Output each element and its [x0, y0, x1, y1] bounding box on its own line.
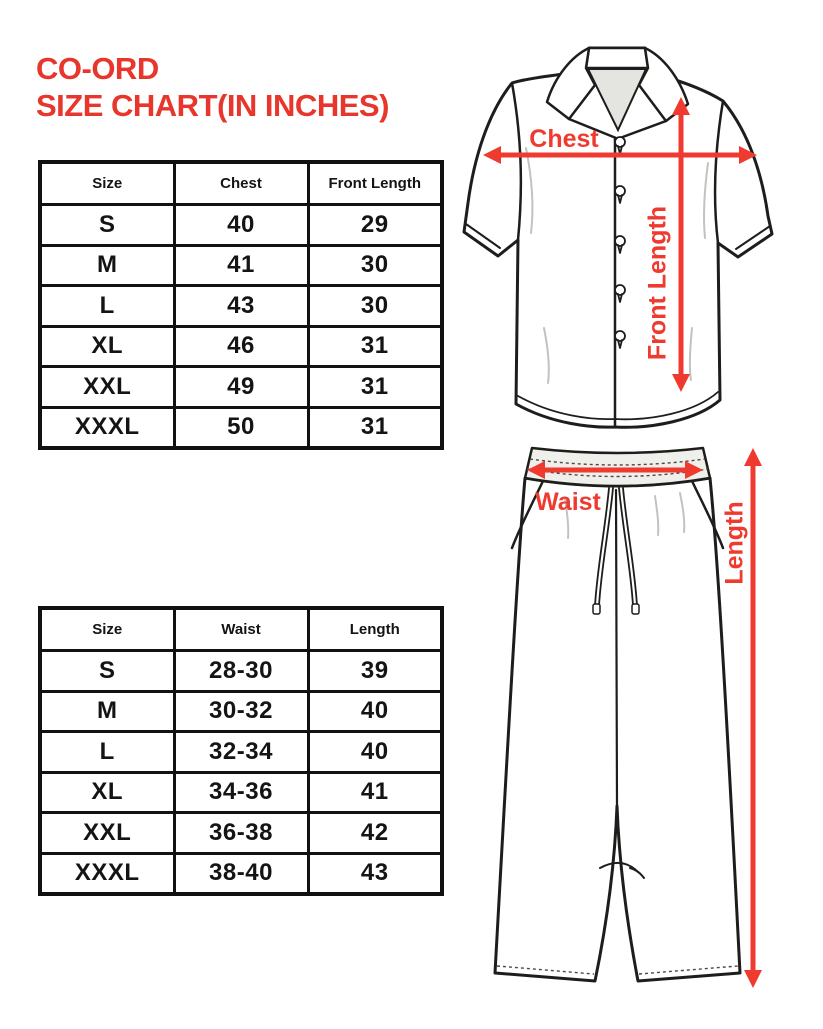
- table-cell: 43: [174, 286, 308, 327]
- table-cell: 32-34: [174, 732, 308, 773]
- table-cell: XXL: [40, 367, 174, 408]
- table-cell: 38-40: [174, 853, 308, 894]
- pants-size-table: [38, 606, 444, 896]
- page-title-line2: SIZE CHART(IN INCHES): [36, 88, 389, 123]
- table-cell: 31: [308, 407, 442, 448]
- table-cell: 49: [174, 367, 308, 408]
- table-row: [40, 813, 442, 854]
- column-header-size: Size: [40, 608, 174, 651]
- table-row: [40, 245, 442, 286]
- table-row: [40, 205, 442, 246]
- length-label: Length: [720, 501, 749, 585]
- shirt-table-head: [40, 162, 442, 205]
- table-cell: M: [40, 691, 174, 732]
- table-cell: 28-30: [174, 651, 308, 692]
- table-cell: M: [40, 245, 174, 286]
- header-row: [40, 608, 442, 651]
- pants-waistband: [525, 448, 710, 486]
- table-row: [40, 651, 442, 692]
- column-header-waist: Waist: [174, 608, 308, 651]
- table-cell: S: [40, 205, 174, 246]
- table-cell: 42: [308, 813, 442, 854]
- table-row: [40, 772, 442, 813]
- table-cell: 31: [308, 367, 442, 408]
- table-cell: 29: [308, 205, 442, 246]
- pants-table-head: [40, 608, 442, 651]
- table-cell: 36-38: [174, 813, 308, 854]
- table-cell: 40: [308, 732, 442, 773]
- table-cell: 34-36: [174, 772, 308, 813]
- table-cell: XXXL: [40, 853, 174, 894]
- table-row: [40, 367, 442, 408]
- shirt-size-table: [38, 160, 444, 450]
- table-cell: 40: [174, 205, 308, 246]
- table-cell: 31: [308, 326, 442, 367]
- table-cell: 30: [308, 245, 442, 286]
- header-row: [40, 162, 442, 205]
- column-header-front-length: Front Length: [308, 162, 442, 205]
- page-title: [36, 50, 389, 124]
- shirt-table-body: [40, 205, 442, 449]
- front-length-label: Front Length: [643, 205, 672, 361]
- table-cell: 40: [308, 691, 442, 732]
- table-cell: 43: [308, 853, 442, 894]
- table-cell: 41: [174, 245, 308, 286]
- waist-label: Waist: [535, 488, 601, 516]
- table-cell: XL: [40, 326, 174, 367]
- table-cell: 30: [308, 286, 442, 327]
- table-cell: 41: [308, 772, 442, 813]
- table-cell: 46: [174, 326, 308, 367]
- pants-diagram: [470, 438, 820, 1023]
- table-row: [40, 853, 442, 894]
- pants-table-body: [40, 651, 442, 895]
- table-row: [40, 286, 442, 327]
- column-header-size: Size: [40, 162, 174, 205]
- table-cell: XL: [40, 772, 174, 813]
- table-cell: L: [40, 286, 174, 327]
- table-row: [40, 732, 442, 773]
- table-cell: 30-32: [174, 691, 308, 732]
- chest-label: Chest: [529, 125, 599, 153]
- table-cell: XXL: [40, 813, 174, 854]
- table-cell: L: [40, 732, 174, 773]
- table-cell: S: [40, 651, 174, 692]
- table-cell: 39: [308, 651, 442, 692]
- column-header-length: Length: [308, 608, 442, 651]
- table-cell: XXXL: [40, 407, 174, 448]
- table-cell: 50: [174, 407, 308, 448]
- shirt-diagram: [452, 28, 822, 440]
- table-row: [40, 691, 442, 732]
- table-row: [40, 407, 442, 448]
- pants-illustration: [495, 448, 740, 981]
- table-row: [40, 326, 442, 367]
- shirt-illustration: [464, 48, 772, 427]
- column-header-chest: Chest: [174, 162, 308, 205]
- page-title-line1: CO-ORD: [36, 51, 159, 86]
